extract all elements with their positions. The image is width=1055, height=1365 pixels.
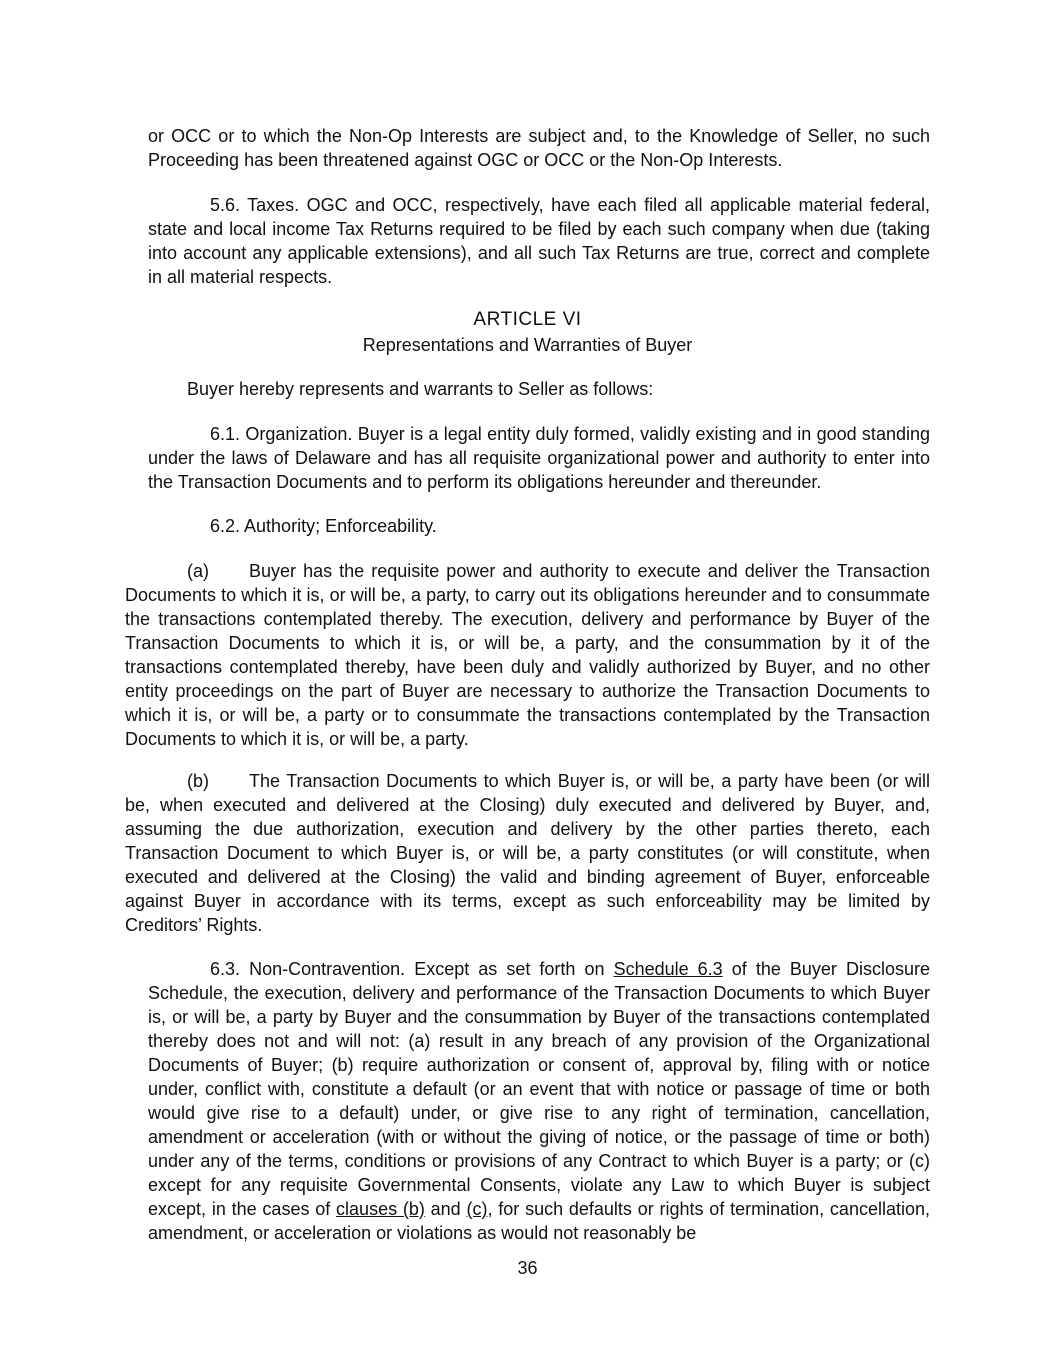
heading-6-2-authority: 6.2. Authority; Enforceability. <box>210 516 437 536</box>
section-6-3-text-part1: 6.3. Non-Contravention. Except as set forth on <box>210 959 614 979</box>
paragraph-intro: Buyer hereby represents and warrants to Seller as follows: <box>187 379 654 399</box>
article-title: ARTICLE VI <box>473 309 582 330</box>
section-6-3-text-part2: of the Buyer Disclosure Schedule, the execution, delivery and performance of the Transaction Documents to which Buyer is, or will be, a party by Buyer and the consummation by Buyer of the transactions contemplated thereby does not and will not: (a) result in any breach of any provision of the Organizational Documents of Buyer; (b) require authorization or consent of, approval by, filing with or notice under, conflict with, constitute a default (or an event that with notice or passage of time or both would give rise to a default) under, or give rise to any right of termination, cancellation, amendment or acceleration (with or without the giving of notice, or the passage of time or both) under any of the terms, conditions or provisions of any Contract to which Buyer is a party; or (c) except for any requisite Governmental Consents, violate any Law to which Buyer is subject except, in the cases of <box>148 959 930 1219</box>
clause-c-reference: (c) <box>466 1199 488 1219</box>
page-number: 36 <box>517 1258 538 1278</box>
paragraph-continued: or OCC or to which the Non-Op Interests are subject and, to the Knowledge of Seller, no such Proceeding has been threatened against OGC or OCC or the Non-Op Interests. <box>148 126 930 170</box>
paragraph-6-2-a <box>125 559 930 751</box>
subsection-label-a: (a) <box>187 561 209 581</box>
clause-b-reference: clauses (b) <box>336 1199 425 1219</box>
schedule-6-3-reference: Schedule 6.3 <box>613 959 723 979</box>
subsection-text-b: The Transaction Documents to which Buyer is, or will be, a party have been (or will be, when executed and delivered at the Closing) duly executed and delivered by Buyer, and, assuming the due authorization, execution and delivery by the other parties thereto, each Transaction Document to which Buyer is, or will be, a party constitutes (or will constitute, when executed and delivered at the Closing) the valid and binding agreement of Buyer, enforceable against Buyer in accordance with its terms, except as such enforceability may be limited by Creditors’ Rights. <box>125 771 930 935</box>
paragraph-5-6-taxes: 5.6. Taxes. OGC and OCC, respectively, have each filed all applicable material federal, state and local income Tax Returns required to be filed by each such company when due (taking into account any applicable extensions), and all such Tax Returns are true, correct and complete in all material respects. <box>148 195 930 287</box>
subsection-text-a: Buyer has the requisite power and authority to execute and deliver the Transaction Documents to which it is, or will be, a party, to carry out its obligations hereunder and to consummate the transactions contemplated thereby. The execution, delivery and performance by Buyer of the Transaction Documents to which it is, or will be, a party, and the consummation by it of the transactions contemplated thereby, have been duly and validly authorized by Buyer, and no other entity proceedings on the part of Buyer are necessary to authorize the Transaction Documents to which it is, or will be, a party or to consummate the transactions contemplated by the Transaction Documents to which it is, or will be, a party. <box>125 561 930 749</box>
section-6-3-text-part3: , for such defaults or rights of termination, cancellation, amendment, or acceleration or violations as would not reasonably be <box>148 1199 930 1243</box>
article-subtitle: Representations and Warranties of Buyer <box>362 335 693 355</box>
paragraph-6-3-non-contravention <box>148 957 930 1245</box>
paragraph-6-1-organization: 6.1. Organization. Buyer is a legal entity duly formed, validly existing and in good standing under the laws of Delaware and has all requisite organizational power and authority to enter into the Transaction Documents and to perform its obligations hereunder and thereunder. <box>148 424 930 492</box>
paragraph-6-2-b <box>125 769 930 937</box>
section-6-3-and-word: and <box>424 1199 467 1219</box>
subsection-label-b: (b) <box>187 771 209 791</box>
